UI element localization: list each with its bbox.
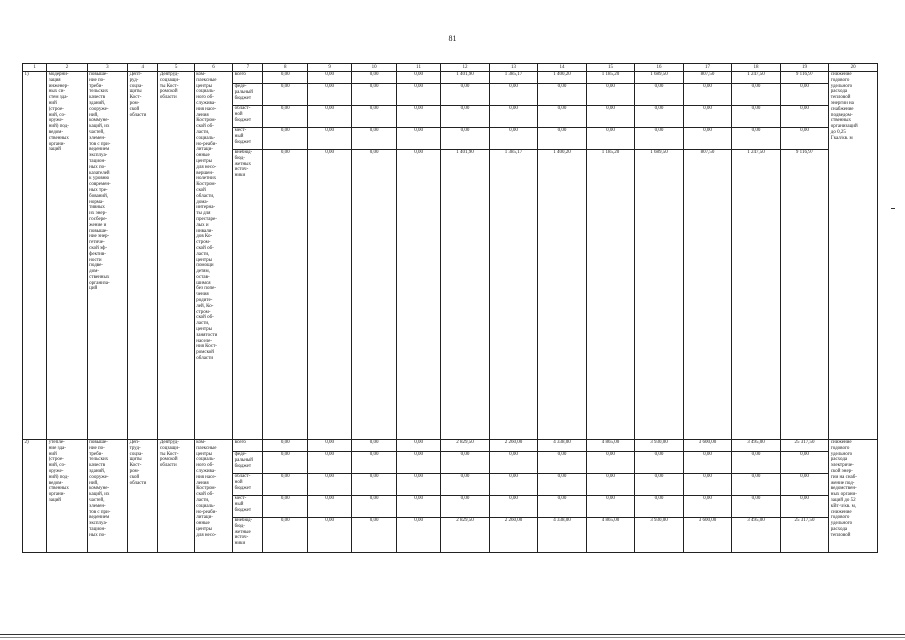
funding-value: 0,00 (732, 452, 781, 474)
funding-value: 0,00 (732, 106, 781, 128)
funding-value: 0,00 (489, 496, 538, 518)
funding-value: 3 495,00 (732, 440, 781, 452)
funding-value: 807,50 (683, 150, 732, 440)
funding-source: внебюд- бюд- жетных источ- ники (233, 150, 263, 440)
funding-value: 0,00 (635, 84, 684, 106)
funding-value: 0,00 (307, 72, 351, 84)
funding-source: внебюд- бюд- жетные источ- ники (233, 518, 263, 553)
funding-value: 0,00 (441, 496, 490, 518)
funding-value: 1 689,50 (635, 72, 684, 84)
column-header: 18 (732, 64, 781, 72)
funding-value: 0,00 (683, 496, 732, 518)
funding-value: 0,00 (489, 474, 538, 496)
funding-value: 3 600,00 (683, 440, 732, 452)
funding-value: 9 116,97 (780, 150, 829, 440)
funding-value: 0,00 (263, 84, 307, 106)
funding-value: 3 930,00 (635, 440, 684, 452)
funding-value: 0,00 (263, 496, 307, 518)
funding-value: 0,00 (586, 128, 635, 150)
funding-value: 0,00 (732, 84, 781, 106)
funding-value: 0,00 (307, 518, 351, 553)
funding-value: 0,00 (683, 84, 732, 106)
funding-value: 0,00 (352, 518, 396, 553)
funding-source: област- ной бюджет (233, 106, 263, 128)
column-header: 7 (233, 64, 263, 72)
funding-value: 0,00 (586, 106, 635, 128)
funding-value: 0,00 (352, 452, 396, 474)
funding-value: 1 400,20 (538, 150, 587, 440)
funding-value: 0,00 (307, 150, 351, 440)
funding-value: 4 338,00 (538, 518, 587, 553)
row-number: 1) (23, 72, 47, 440)
funding-value: 1 401,90 (441, 72, 490, 84)
funding-value: 0,00 (352, 106, 396, 128)
funding-value: 0,00 (352, 150, 396, 440)
column-header: 9 (307, 64, 351, 72)
funding-value: 0,00 (263, 106, 307, 128)
co-executor: Деятруд- соцзащи- ты Кост- ромской области (158, 440, 194, 553)
page-number: 81 (448, 34, 457, 43)
row-number: 2) (23, 440, 47, 553)
funding-value: 3 930,00 (635, 518, 684, 553)
funding-value: 0,00 (780, 474, 829, 496)
funding-value: 0,00 (683, 452, 732, 474)
funding-value: 0,00 (263, 150, 307, 440)
funding-value: 0,00 (538, 128, 587, 150)
funding-value: 0,00 (441, 84, 490, 106)
funding-value: 0,00 (538, 474, 587, 496)
funding-value: 0,00 (538, 84, 587, 106)
funding-value: 0,00 (635, 474, 684, 496)
column-header: 6 (194, 64, 232, 72)
table-body (23, 72, 878, 553)
funding-source: феде- ральный бюджет (233, 84, 263, 106)
funding-value: 807,50 (683, 72, 732, 84)
funding-value: 0,00 (732, 128, 781, 150)
funding-value: 1 385,17 (489, 72, 538, 84)
column-header: 8 (263, 64, 307, 72)
funding-source: всего (233, 440, 263, 452)
funding-value: 0,00 (489, 128, 538, 150)
funding-value: 0,00 (489, 452, 538, 474)
funding-value: 0,00 (307, 496, 351, 518)
participants: ком- плексные центры социаль- ного об- служива- ния насе- ления Костром- ской об- ласти, социаль- но-реаби- литаци- онные центры для несо- (194, 440, 232, 553)
funding-value: 0,00 (489, 84, 538, 106)
funding-value: 2 829,50 (441, 518, 490, 553)
funding-value: 0,00 (263, 72, 307, 84)
funding-value: 0,00 (683, 474, 732, 496)
funding-value: 3 600,00 (683, 518, 732, 553)
funding-value: 0,00 (307, 452, 351, 474)
funding-value: 1 385,17 (489, 150, 538, 440)
funding-value: 0,00 (307, 128, 351, 150)
column-header: 14 (538, 64, 587, 72)
funding-value: 0,00 (780, 452, 829, 474)
funding-value: 0,00 (396, 440, 440, 452)
scan-edge-mark (891, 208, 895, 209)
funding-value: 0,00 (441, 474, 490, 496)
funding-source: мест- ный бюджет (233, 496, 263, 518)
column-header: 17 (683, 64, 732, 72)
funding-value: 0,00 (396, 452, 440, 474)
column-header: 2 (47, 64, 87, 72)
funding-value: 0,00 (780, 128, 829, 150)
column-number-row (23, 64, 878, 72)
measure-description: повыше- ние по- треби- тельских качеств зданий, сооруже- ний, коммуне- каций, их частей, элемен- тов с при- ведением эксплуа- тацион- ных по- (87, 440, 127, 553)
funding-value: 0,00 (396, 474, 440, 496)
funding-value: 0,00 (263, 518, 307, 553)
column-header: 15 (586, 64, 635, 72)
funding-value: 0,00 (586, 84, 635, 106)
funding-value: 4 865,00 (586, 440, 635, 452)
participants: ком- плексные центры социаль- ного об- служива- ния насе- ления Костром- ской об- ласти, социаль- но-реаби- литаци- онные центры для несо- вершен- нолетних Костром- ской области, дома- интерна- ты для престаре- лых и инвали- дов Ко- стром- ской об- ласти, центры помощи детям, остав- шимся без попе- чения родите- лей, Ко- стром- ской об- ласти, центры занятости населе- ния Кост- ромской области (194, 72, 232, 440)
column-header: 4 (128, 64, 158, 72)
funding-value: 4 865,00 (586, 518, 635, 553)
funding-value: 0,00 (307, 474, 351, 496)
funding-value: 0,00 (396, 72, 440, 84)
measure-name: утепле- ние зда- ний (строе- ний, со- оруже- ний) под- ведом- ственных органи- заций (47, 440, 87, 553)
funding-value: 2 829,50 (441, 440, 490, 452)
funding-value: 0,00 (352, 496, 396, 518)
column-header: 11 (396, 64, 440, 72)
funding-value: 0,00 (352, 84, 396, 106)
funding-value: 0,00 (586, 452, 635, 474)
funding-value: 1 247,50 (732, 150, 781, 440)
expected-result: снижение годового удельного расхода электриче- ской энер- гии на снаб- жение под- ведомствен- ных органи- заций до 52 кВт·ч/кв. м, снижение годового удельного расхода тепловой (829, 440, 878, 553)
funding-value: 0,00 (780, 106, 829, 128)
program-table (22, 63, 878, 553)
funding-value: 1 400,20 (538, 72, 587, 84)
funding-value: 9 116,97 (780, 72, 829, 84)
funding-value: 2 260,00 (489, 518, 538, 553)
funding-value: 0,00 (586, 496, 635, 518)
funding-value: 0,00 (683, 128, 732, 150)
column-header: 3 (87, 64, 127, 72)
funding-value: 1 247,50 (732, 72, 781, 84)
column-header: 20 (829, 64, 878, 72)
column-header: 1 (23, 64, 47, 72)
table-row (23, 72, 878, 84)
funding-value: 0,00 (635, 452, 684, 474)
funding-value: 0,00 (635, 496, 684, 518)
funding-value: 0,00 (307, 84, 351, 106)
funding-value: 0,00 (441, 452, 490, 474)
funding-source: феде- ральный бюджет (233, 452, 263, 474)
funding-value: 4 338,00 (538, 440, 587, 452)
funding-value: 0,00 (352, 474, 396, 496)
funding-value: 0,00 (396, 150, 440, 440)
funding-value: 1 185,20 (586, 150, 635, 440)
funding-value: 0,00 (538, 106, 587, 128)
funding-value: 0,00 (586, 474, 635, 496)
column-header: 13 (489, 64, 538, 72)
column-header: 12 (441, 64, 490, 72)
funding-value: 0,00 (780, 496, 829, 518)
funding-source: всего (233, 72, 263, 84)
funding-value: 0,00 (538, 452, 587, 474)
scan-border-line (0, 634, 905, 635)
funding-value: 25 317,50 (780, 518, 829, 553)
funding-value: 0,00 (489, 106, 538, 128)
funding-value: 0,00 (780, 84, 829, 106)
funding-value: 0,00 (263, 128, 307, 150)
funding-value: 0,00 (635, 128, 684, 150)
column-header: 5 (158, 64, 194, 72)
funding-value: 0,00 (263, 474, 307, 496)
funding-value: 0,00 (396, 518, 440, 553)
funding-value: 1 185,20 (586, 72, 635, 84)
funding-value: 0,00 (352, 128, 396, 150)
funding-value: 0,00 (396, 84, 440, 106)
responsible-executor: Депт- руд- соцза- щиты Кост- ром- ской области (128, 72, 158, 440)
funding-value: 0,00 (307, 106, 351, 128)
funding-value: 0,00 (441, 106, 490, 128)
responsible-executor: Деп- труд- соцза- щиты Кост- ром- ской области (128, 440, 158, 553)
funding-value: 0,00 (732, 496, 781, 518)
measure-name: модерни- зация инженер- ных си- стем зда- ний (строе- ний, со- оруже- ний) под- ведом- ственных органи- заций (47, 72, 87, 440)
funding-value: 0,00 (396, 128, 440, 150)
co-executor: Деятруд- соцзащи- ты Кост- ромской области (158, 72, 194, 440)
funding-value: 0,00 (441, 128, 490, 150)
funding-value: 0,00 (263, 440, 307, 452)
column-header: 10 (352, 64, 396, 72)
funding-value: 1 689,50 (635, 150, 684, 440)
funding-value: 0,00 (732, 474, 781, 496)
funding-value: 0,00 (396, 496, 440, 518)
column-header: 16 (635, 64, 684, 72)
measure-description: повыше- ние по- треби- тельских качеств зданий, сооруже- ний, коммуне- каций, их частей, элемен- тов с при- ведением эксплуа- тацион- ных по- казателей к уровню современ- ных тре- бований, норма- тивных их энер- госбере- жение и повыше- ние энер- гетиче- ской эф- фектив- ности подве- дом- ственных организа- ций (87, 72, 127, 440)
funding-value: 3 495,00 (732, 518, 781, 553)
funding-value: 25 317,50 (780, 440, 829, 452)
funding-value: 0,00 (263, 452, 307, 474)
funding-value: 2 260,00 (489, 440, 538, 452)
funding-value: 0,00 (352, 440, 396, 452)
funding-source: мест- ный бюджет (233, 128, 263, 150)
funding-value: 0,00 (538, 496, 587, 518)
funding-source: област- ной бюджет (233, 474, 263, 496)
expected-result: снижение годового удельного расхода тепловой энергии на снабжение подведом- ственных организаций до 0,25 Гкал/кв. м (829, 72, 878, 440)
table-row (23, 440, 878, 452)
funding-value: 0,00 (635, 106, 684, 128)
funding-value: 1 401,90 (441, 150, 490, 440)
column-header: 19 (780, 64, 829, 72)
scan-border-line (0, 637, 905, 638)
funding-value: 0,00 (396, 106, 440, 128)
funding-value: 0,00 (352, 72, 396, 84)
funding-value: 0,00 (683, 106, 732, 128)
funding-value: 0,00 (307, 440, 351, 452)
